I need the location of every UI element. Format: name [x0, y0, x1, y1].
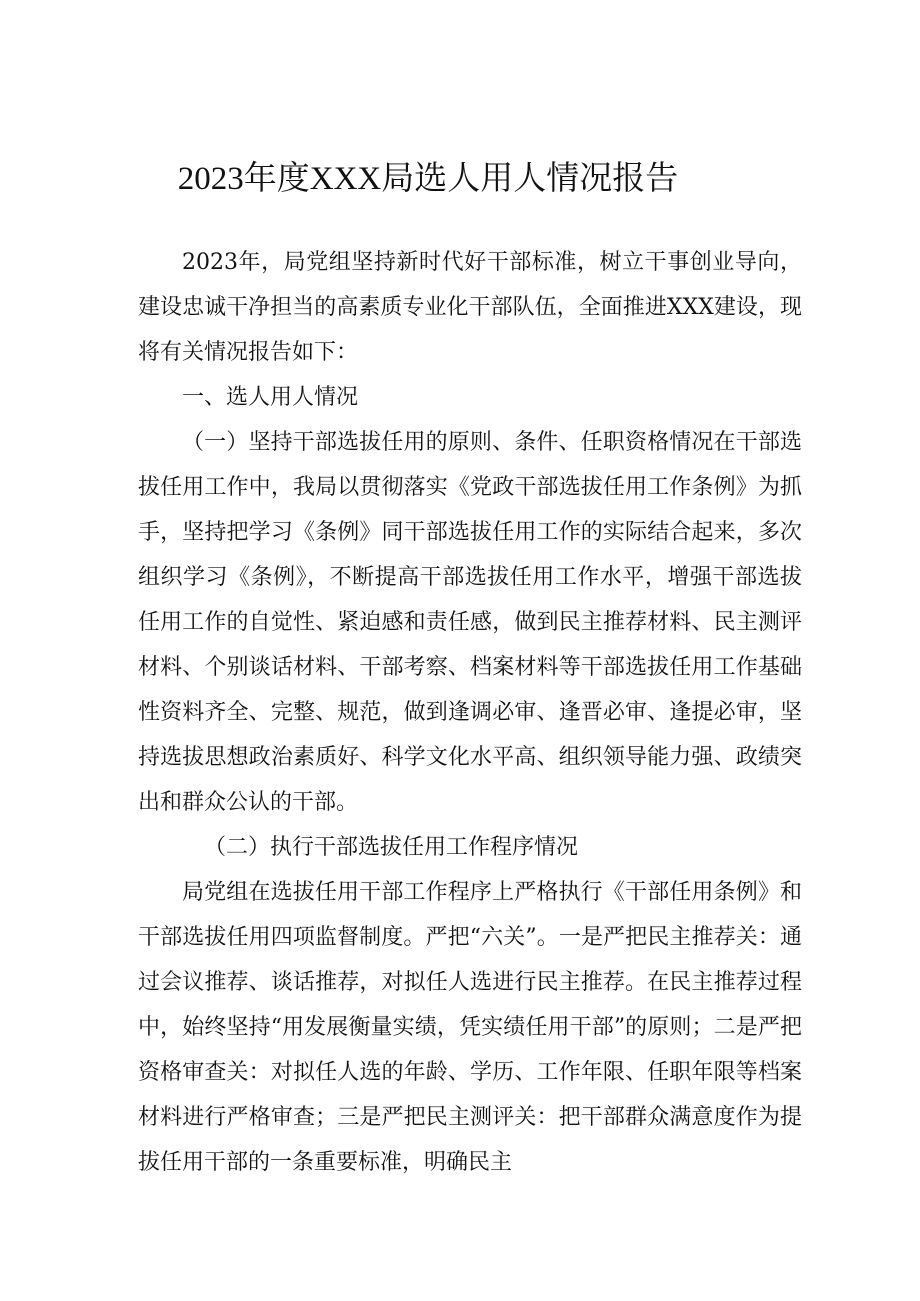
subsection-2-paragraph: 局党组在选拔任用干部工作程序上严格执行《干部任用条例》和干部选拔任用四项监督制度。严把“六关”。一是严把民主推荐关：通过会议推荐、谈话推荐，对拟任人选进行民主推荐。在民主推荐过程中，始终坚持“用发展衡量实绩，凭实绩任用干部”的原则；二是严把资格审查关：对拟任人选的年龄、学历、工作年限、任职年限等档案材料进行严格审查；三是严把民主测评关：把干部群众满意度作为提拔任用干部的一条重要标准，明确民主 — [138, 880, 802, 1175]
subsection-1-paragraph: （一）坚持干部选拔任用的原则、条件、任职资格情况在干部选拔任用工作中，我局以贯彻落实《党政干部选拔任用工作条例》为抓手，坚持把学习《条例》同干部选拔任用工作的实际结合起来，多次组织学习《条例》，不断提高干部选拔任用工作水平，增强干部选拔任用工作的自觉性、紧迫感和责任感，做到民主推荐材料、民主测评材料、个别谈话材料、干部考察、档案材料等干部选拔任用工作基础性资料齐全、完整、规范，做到逢调必审、逢晋必审、逢提必审，坚持选拔思想政治素质好、科学文化水平高、组织领导能力强、政绩突出和群众公认的干部。 — [138, 430, 802, 815]
intro-paragraph: 2023年，局党组坚持新时代好干部标准，树立干事创业导向，建设忠诚干净担当的高素质专业化干部队伍，全面推进XXX建设，现将有关情况报告如下： — [138, 250, 802, 365]
document-body — [138, 240, 802, 1185]
section-heading: 一、选人用人情况 — [182, 385, 359, 410]
document-title: 2023年度XXX局选人用人情况报告 — [177, 161, 679, 197]
subsection-2-heading: （二）执行干部选拔任用工作程序情况 — [204, 835, 579, 860]
